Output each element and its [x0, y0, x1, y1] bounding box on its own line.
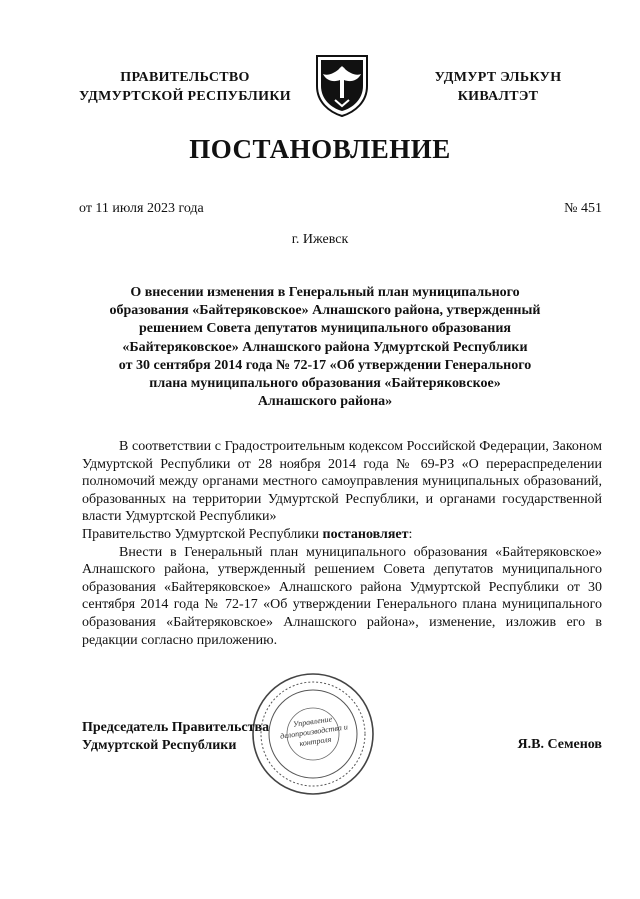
document-subject: [95, 284, 555, 411]
subject-line: решением Совета депутатов муниципального образования: [138, 321, 512, 337]
subject-line: плана муниципального образования «Байтеряковское»: [149, 376, 501, 392]
header-right: [398, 68, 598, 106]
document-body: [82, 438, 602, 649]
body-paragraph-2-text: Внести в Генеральный план муниципального образования «Байтеряковское» Алнашского района, утвержденный решением Совета депутатов муниципального образования «Байтеряковское» Алнашского района Удмуртской Республики от 30 сентября 2014 года № 72-17 «Об утверждении Генерального плана муниципального образования «Байтеряковское» Алнашского района», изменение, изложив его в редакции согласно приложению.: [82, 544, 602, 648]
seal-center-text: Управление делопроизводства и контроля: [279, 714, 349, 749]
header-left: [60, 68, 310, 106]
body-paragraph-1-tail: [82, 526, 602, 544]
subject-line: образования «Байтеряковское» Алнашского района, утвержденный: [109, 303, 541, 319]
signature-title: [82, 719, 269, 755]
body-decision-word: постановляет: [322, 526, 409, 542]
subject-line: Алнашского района»: [257, 394, 393, 410]
header-left-line1: ПРАВИТЕЛЬСТВО: [120, 70, 250, 85]
coat-of-arms-icon: [313, 52, 371, 118]
header-right-line1: УДМУРТ ЭЛЬКУН: [434, 70, 562, 85]
body-paragraph-1: [82, 438, 602, 526]
subject-line: О внесении изменения в Генеральный план муниципального: [130, 285, 520, 300]
signature-name: Я.В. Семенов: [517, 737, 602, 752]
body-paragraph-2: [82, 544, 602, 650]
document-title: ПОСТАНОВЛЕНИЕ: [189, 134, 451, 164]
subject-line: от 30 сентября 2014 года № 72-17 «Об утверждении Генерального: [118, 357, 532, 373]
header-left-line2: УДМУРТСКОЙ РЕСПУБЛИКИ: [79, 89, 291, 104]
document-city: г. Ижевск: [291, 232, 349, 247]
document-date: от 11 июля 2023 года: [79, 201, 204, 216]
header-right-line2: КИВАЛТЭТ: [457, 89, 539, 104]
signature-title-line1: Председатель Правительства: [82, 720, 270, 735]
document-number: № 451: [564, 201, 602, 216]
subject-line: «Байтеряковское» Алнашского района Удмуртской Республики: [122, 339, 528, 355]
body-colon: :: [408, 526, 413, 542]
signature-title-line2: Удмуртской Республики: [82, 738, 237, 753]
body-tail-text: Правительство Удмуртской Республики: [82, 526, 320, 542]
body-paragraph-1-text: В соответствии с Градостроительным кодексом Российской Федерации, Законом Удмуртской Республики от 28 ноября 2014 года № 69-РЗ «О перераспределении полномочий между органами местного самоуправления муниципальных образований, образованных на территории Удмуртской Республики, и органами государственной власти Удмуртской Республики»: [82, 439, 602, 525]
